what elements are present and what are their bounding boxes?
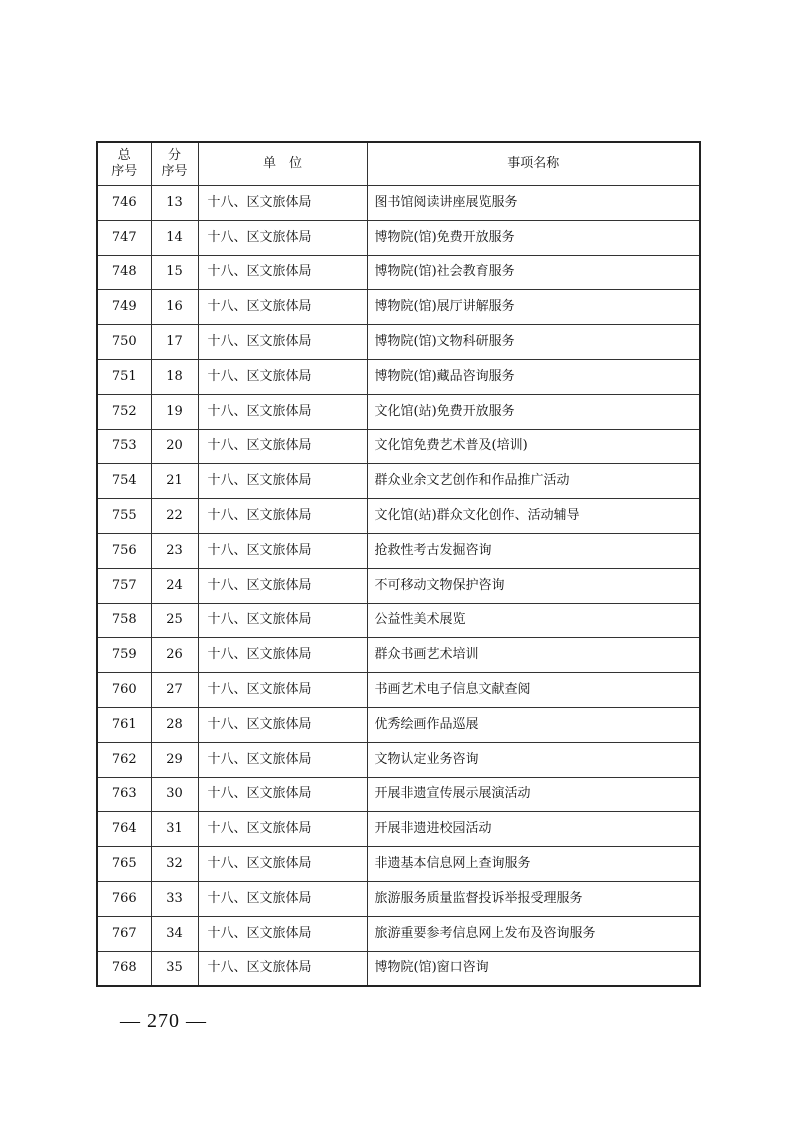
sub-number-cell: 14 [151,220,198,255]
item-name-cell: 博物院(馆)展厅讲解服务 [367,290,700,325]
total-number-cell: 755 [97,499,151,534]
unit-cell: 十八、区文旅体局 [198,638,367,673]
item-name-cell: 开展非遗宣传展示展演活动 [367,777,700,812]
unit-cell: 十八、区文旅体局 [198,220,367,255]
total-number-cell: 767 [97,916,151,951]
item-name-cell: 博物院(馆)文物科研服务 [367,325,700,360]
sub-number-cell: 28 [151,707,198,742]
item-name-cell: 群众业余文艺创作和作品推广活动 [367,464,700,499]
unit-cell: 十八、区文旅体局 [198,777,367,812]
unit-cell: 十八、区文旅体局 [198,568,367,603]
total-number-cell: 764 [97,812,151,847]
sub-number-cell: 17 [151,325,198,360]
item-name-cell: 文物认定业务咨询 [367,742,700,777]
table-row [97,499,700,534]
sub-number-cell: 35 [151,951,198,986]
total-number-cell: 761 [97,707,151,742]
sub-number-cell: 27 [151,673,198,708]
sub-number-cell: 21 [151,464,198,499]
unit-cell: 十八、区文旅体局 [198,707,367,742]
total-number-cell: 751 [97,359,151,394]
sub-number-cell: 34 [151,916,198,951]
unit-cell: 十八、区文旅体局 [198,847,367,882]
item-name-cell: 非遗基本信息网上查询服务 [367,847,700,882]
table-row [97,847,700,882]
sub-number-cell: 16 [151,290,198,325]
total-number-cell: 766 [97,881,151,916]
total-number-cell: 753 [97,429,151,464]
total-number-cell: 747 [97,220,151,255]
item-name-cell: 文化馆免费艺术普及(培训) [367,429,700,464]
table-header-row [97,142,700,186]
total-number-cell: 765 [97,847,151,882]
item-name-cell: 书画艺术电子信息文献查阅 [367,673,700,708]
table-row [97,568,700,603]
unit-cell: 十八、区文旅体局 [198,429,367,464]
table-row [97,290,700,325]
table-row [97,881,700,916]
unit-cell: 十八、区文旅体局 [198,673,367,708]
total-number-cell: 749 [97,290,151,325]
item-name-cell: 开展非遗进校园活动 [367,812,700,847]
sub-number-cell: 19 [151,394,198,429]
total-number-cell: 757 [97,568,151,603]
sub-number-cell: 22 [151,499,198,534]
header-sub-number: 分 序号 [151,142,198,186]
table-row [97,255,700,290]
table-row [97,777,700,812]
sub-number-cell: 18 [151,359,198,394]
table-row [97,186,700,221]
sub-number-cell: 13 [151,186,198,221]
table-row [97,359,700,394]
unit-cell: 十八、区文旅体局 [198,881,367,916]
unit-cell: 十八、区文旅体局 [198,186,367,221]
table-row [97,603,700,638]
table-row [97,951,700,986]
table-row [97,742,700,777]
table-row [97,638,700,673]
total-number-cell: 750 [97,325,151,360]
table-row [97,394,700,429]
unit-cell: 十八、区文旅体局 [198,916,367,951]
sub-number-cell: 26 [151,638,198,673]
unit-cell: 十八、区文旅体局 [198,290,367,325]
unit-cell: 十八、区文旅体局 [198,533,367,568]
unit-cell: 十八、区文旅体局 [198,951,367,986]
unit-cell: 十八、区文旅体局 [198,464,367,499]
header-total-number: 总 序号 [97,142,151,186]
total-number-cell: 748 [97,255,151,290]
service-items-table [96,141,701,987]
sub-number-cell: 23 [151,533,198,568]
item-name-cell: 文化馆(站)免费开放服务 [367,394,700,429]
item-name-cell: 旅游重要参考信息网上发布及咨询服务 [367,916,700,951]
unit-cell: 十八、区文旅体局 [198,603,367,638]
table-body [97,186,700,987]
sub-number-cell: 33 [151,881,198,916]
unit-cell: 十八、区文旅体局 [198,359,367,394]
sub-number-cell: 15 [151,255,198,290]
page-number: — 270 — [120,1010,207,1032]
item-name-cell: 图书馆阅读讲座展览服务 [367,186,700,221]
header-item-name: 事项名称 [367,142,700,186]
item-name-cell: 抢救性考古发掘咨询 [367,533,700,568]
sub-number-cell: 29 [151,742,198,777]
sub-number-cell: 20 [151,429,198,464]
item-name-cell: 优秀绘画作品巡展 [367,707,700,742]
total-number-cell: 752 [97,394,151,429]
sub-number-cell: 31 [151,812,198,847]
item-name-cell: 不可移动文物保护咨询 [367,568,700,603]
total-number-cell: 760 [97,673,151,708]
sub-number-cell: 24 [151,568,198,603]
unit-cell: 十八、区文旅体局 [198,325,367,360]
item-name-cell: 公益性美术展览 [367,603,700,638]
table-row [97,533,700,568]
total-number-cell: 758 [97,603,151,638]
item-name-cell: 群众书画艺术培训 [367,638,700,673]
table-row [97,325,700,360]
sub-number-cell: 25 [151,603,198,638]
total-number-cell: 746 [97,186,151,221]
item-name-cell: 博物院(馆)窗口咨询 [367,951,700,986]
table-row [97,673,700,708]
table-row [97,220,700,255]
item-name-cell: 博物院(馆)免费开放服务 [367,220,700,255]
total-number-cell: 754 [97,464,151,499]
table-row [97,429,700,464]
total-number-cell: 763 [97,777,151,812]
unit-cell: 十八、区文旅体局 [198,255,367,290]
total-number-cell: 762 [97,742,151,777]
unit-cell: 十八、区文旅体局 [198,394,367,429]
item-name-cell: 博物院(馆)社会教育服务 [367,255,700,290]
table-row [97,464,700,499]
sub-number-cell: 32 [151,847,198,882]
unit-cell: 十八、区文旅体局 [198,499,367,534]
table-row [97,812,700,847]
total-number-cell: 768 [97,951,151,986]
unit-cell: 十八、区文旅体局 [198,812,367,847]
table-row [97,916,700,951]
item-name-cell: 旅游服务质量监督投诉举报受理服务 [367,881,700,916]
header-unit: 单 位 [198,142,367,186]
table-row [97,707,700,742]
sub-number-cell: 30 [151,777,198,812]
item-name-cell: 博物院(馆)藏品咨询服务 [367,359,700,394]
item-name-cell: 文化馆(站)群众文化创作、活动辅导 [367,499,700,534]
total-number-cell: 756 [97,533,151,568]
unit-cell: 十八、区文旅体局 [198,742,367,777]
total-number-cell: 759 [97,638,151,673]
